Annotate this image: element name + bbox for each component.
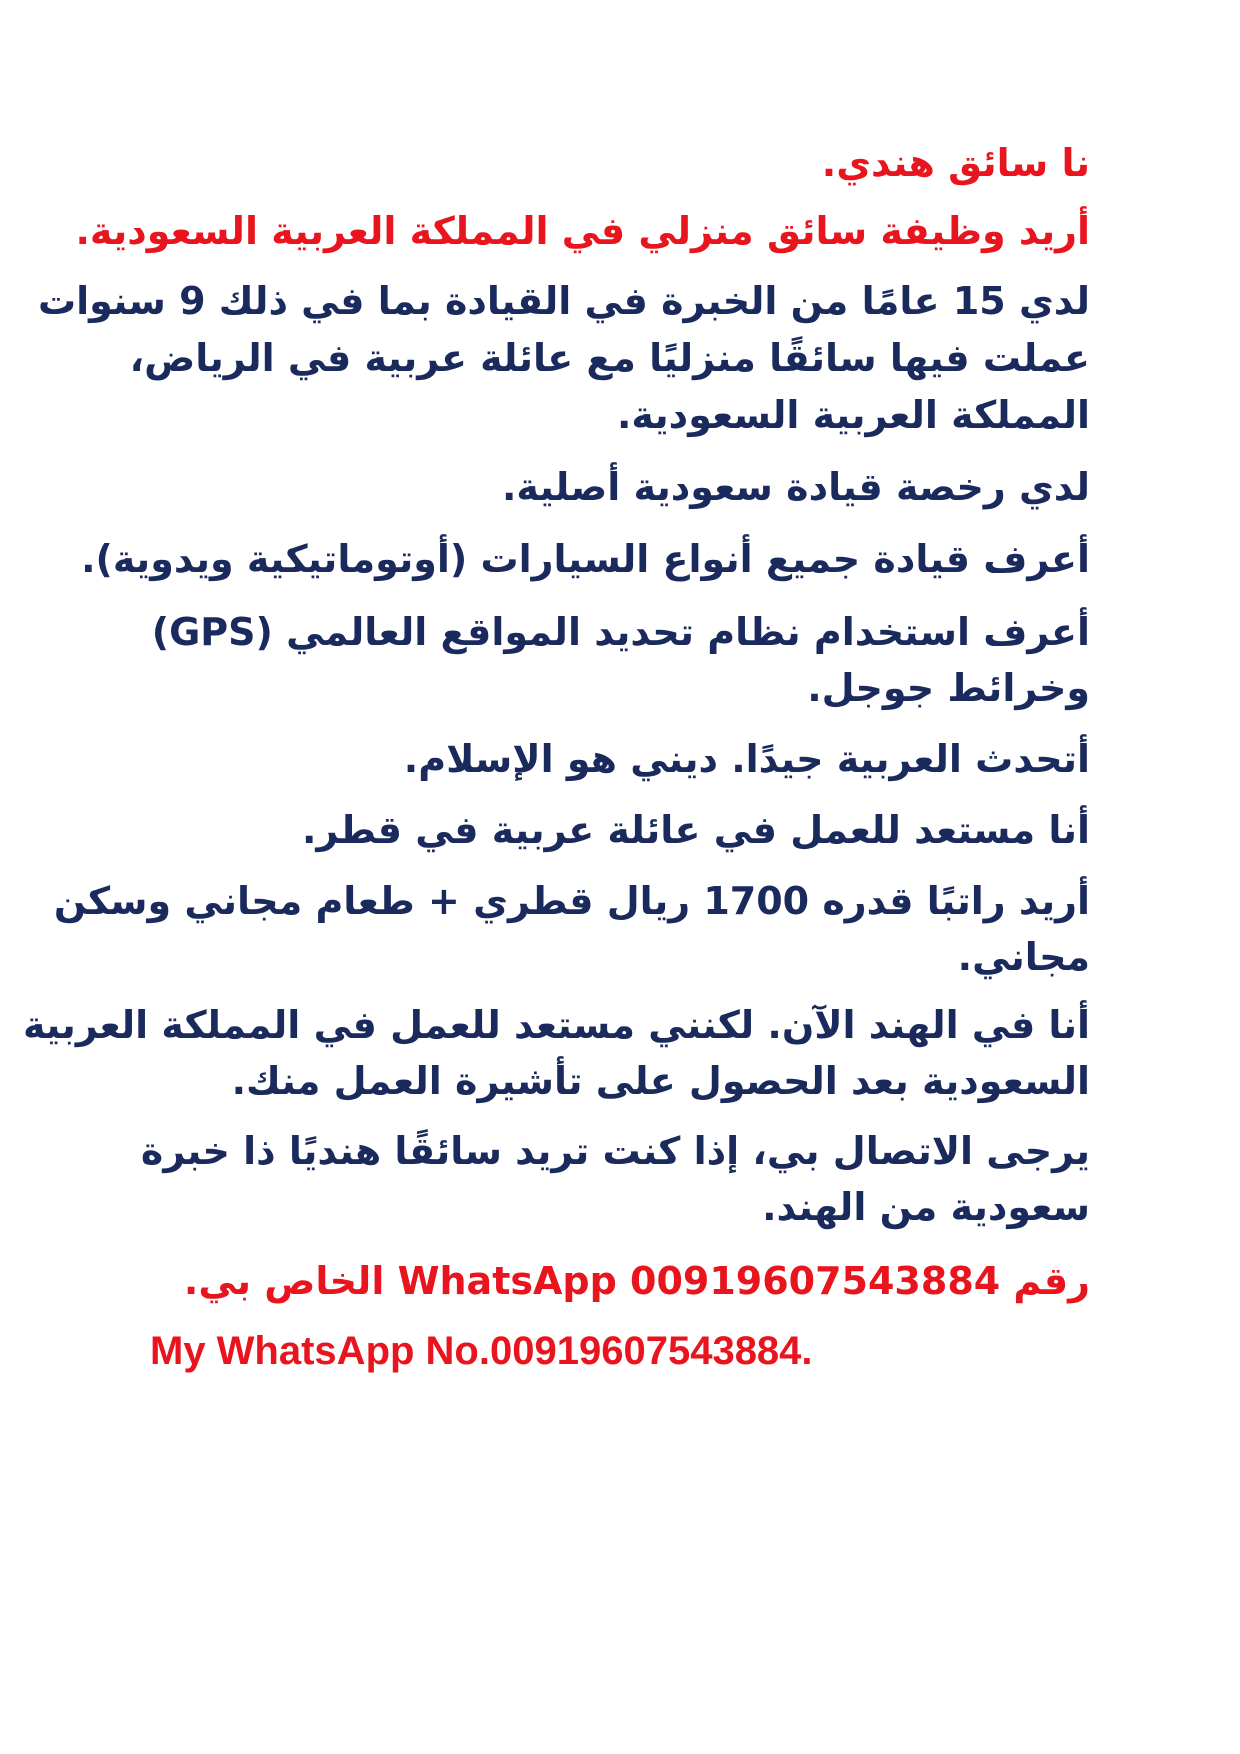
whatsapp-line-english: My WhatsApp No.00919607543884. <box>150 1329 813 1373</box>
salary-line-1: أريد راتبًا قدره 1700 ريال قطري + طعام مجاني وسكن <box>53 879 1090 923</box>
location-line-1: أنا في الهند الآن. لكنني مستعد للعمل في المملكة العربية <box>23 1003 1090 1047</box>
contact-line-1: يرجى الاتصال بي، إذا كنت تريد سائقًا هنديًا ذا خبرة <box>140 1129 1090 1173</box>
experience-line-1: لدي 15 عامًا من الخبرة في القيادة بما في ذلك 9 سنوات <box>37 279 1090 323</box>
language-religion-line: أتحدث العربية جيدًا. ديني هو الإسلام. <box>403 737 1090 781</box>
job-request-line: أريد وظيفة سائق منزلي في المملكة العربية السعودية. <box>75 209 1090 253</box>
license-line: لدي رخصة قيادة سعودية أصلية. <box>501 465 1090 509</box>
vehicles-line: أعرف قيادة جميع أنواع السيارات (أوتوماتيكية ويدوية). <box>81 537 1090 581</box>
salary-line-2: مجاني. <box>957 935 1090 979</box>
experience-line-2: عملت فيها سائقًا منزليًا مع عائلة عربية في الرياض، <box>129 336 1090 380</box>
whatsapp-line-arabic: رقم WhatsApp 00919607543884 الخاص بي. <box>183 1259 1090 1303</box>
gps-line-2: وخرائط جوجل. <box>807 666 1090 710</box>
gps-line-1: أعرف استخدام نظام تحديد المواقع العالمي (GPS) <box>151 610 1090 654</box>
qatar-line: أنا مستعد للعمل في عائلة عربية في قطر. <box>302 808 1090 852</box>
document-page <box>23 0 1090 1754</box>
location-line-2: السعودية بعد الحصول على تأشيرة العمل منك. <box>231 1059 1090 1103</box>
contact-line-2: سعودية من الهند. <box>762 1185 1090 1229</box>
experience-line-3: المملكة العربية السعودية. <box>616 393 1090 437</box>
intro-line: نا سائق هندي. <box>821 141 1090 185</box>
